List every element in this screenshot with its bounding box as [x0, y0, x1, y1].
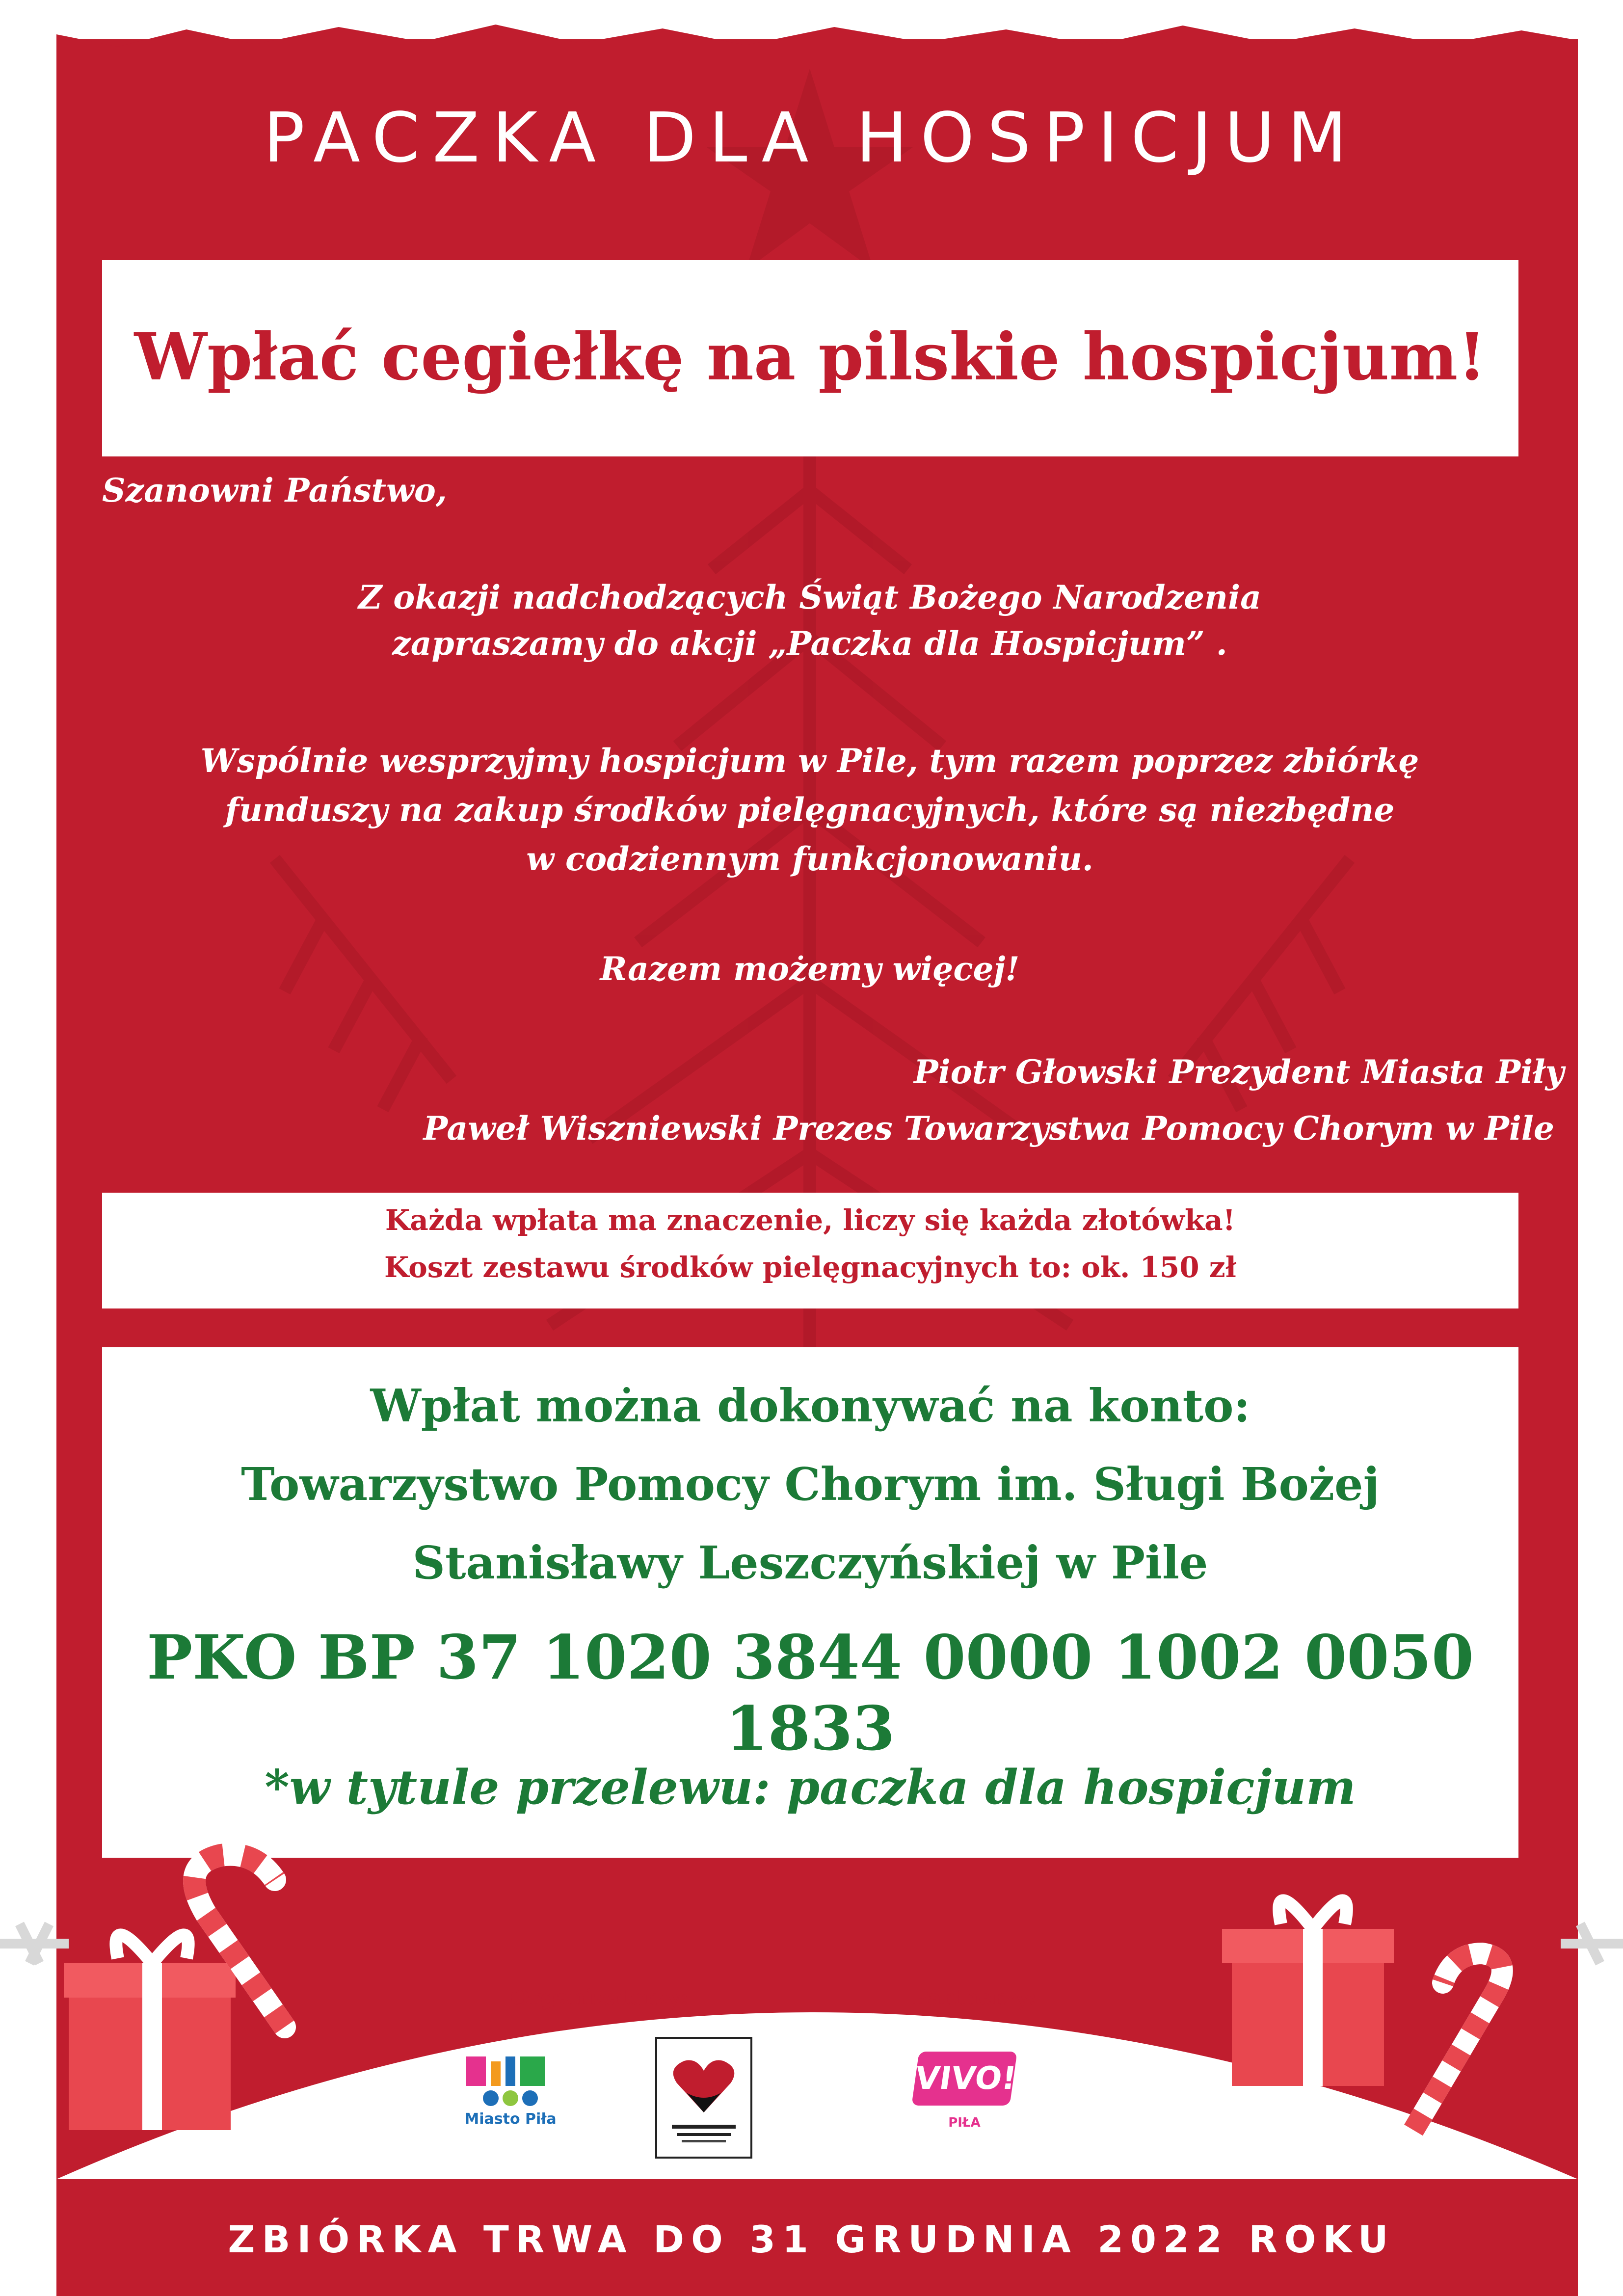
vivo-logo-mark: VIVO!	[911, 2052, 1017, 2106]
vivo-logo-sub: PIŁA	[948, 2115, 981, 2130]
info-line-1: Każda wpłata ma znaczenie, liczy się każda złotówka!	[385, 1203, 1236, 1237]
vivo-pila-logo	[905, 2042, 1053, 2130]
towarzystwo-pomocy-chorym-logo	[655, 2037, 752, 2159]
letter-paragraph-1-line: zapraszamy do akcji „Paczka dla Hospicjum” .	[392, 624, 1227, 663]
miasto-pila-logo	[461, 2052, 559, 2145]
pila-logo-text: Miasto Piła	[464, 2110, 557, 2128]
footer-deadline: ZBIÓRKA TRWA DO 31 GRUDNIA 2022 ROKU	[228, 2217, 1395, 2261]
poster-title: PACZKA DLA HOSPICJUM	[263, 98, 1360, 178]
poster-subtitle: Wpłać cegiełkę na pilskie hospicjum!	[134, 319, 1487, 395]
letter-paragraph-2-line: Wspólnie wesprzyjmy hospicjum w Pile, tym razem poprzez zbiórkę	[200, 742, 1419, 780]
partners-label: Partnerzy:	[912, 1985, 1037, 2010]
account-number: PKO BP 37 1020 3844 0000 1002 0050 1833	[146, 1622, 1474, 1764]
signature-mayor: Piotr Głowski Prezydent Miasta Piły	[913, 1053, 1564, 1091]
organizers-label: Organizatorzy:	[510, 1985, 689, 2010]
candy-cane-right-icon	[1413, 1953, 1502, 2130]
transfer-title-note: *w tytule przelewu: paczka dla hospicjum	[265, 1760, 1356, 1815]
account-holder-line-1: Towarzystwo Pomocy Chorym im. Sługi Bożej	[241, 1458, 1380, 1511]
account-holder-line-2: Stanisławy Leszczyńskiej w Pile	[412, 1536, 1208, 1589]
signature-society-president: Paweł Wiszniewski Prezes Towarzystwa Pomocy Chorym w Pile	[423, 1109, 1554, 1148]
gift-left-icon	[64, 1935, 236, 2130]
gift-right-icon	[1222, 1900, 1394, 2086]
pila-logo-mark	[461, 2052, 559, 2110]
letter-slogan: Razem możemy więcej!	[600, 950, 1020, 988]
info-line-2: Koszt zestawu środków pielęgnacyjnych to: ok. 150 zł	[384, 1251, 1237, 1284]
letter-paragraph-2-line: funduszy na zakup środków pielęgnacyjnych, które są niezbędne	[225, 791, 1395, 829]
heart-logo-icon	[657, 2039, 750, 2157]
letter-paragraph-2-line: w codziennym funkcjonowaniu.	[526, 840, 1093, 878]
letter-paragraph-1-line: Z okazji nadchodzących Świąt Bożego Narodzenia	[358, 578, 1261, 616]
account-intro: Wpłat można dokonywać na konto:	[370, 1379, 1251, 1432]
letter-greeting: Szanowni Państwo,	[102, 471, 447, 509]
